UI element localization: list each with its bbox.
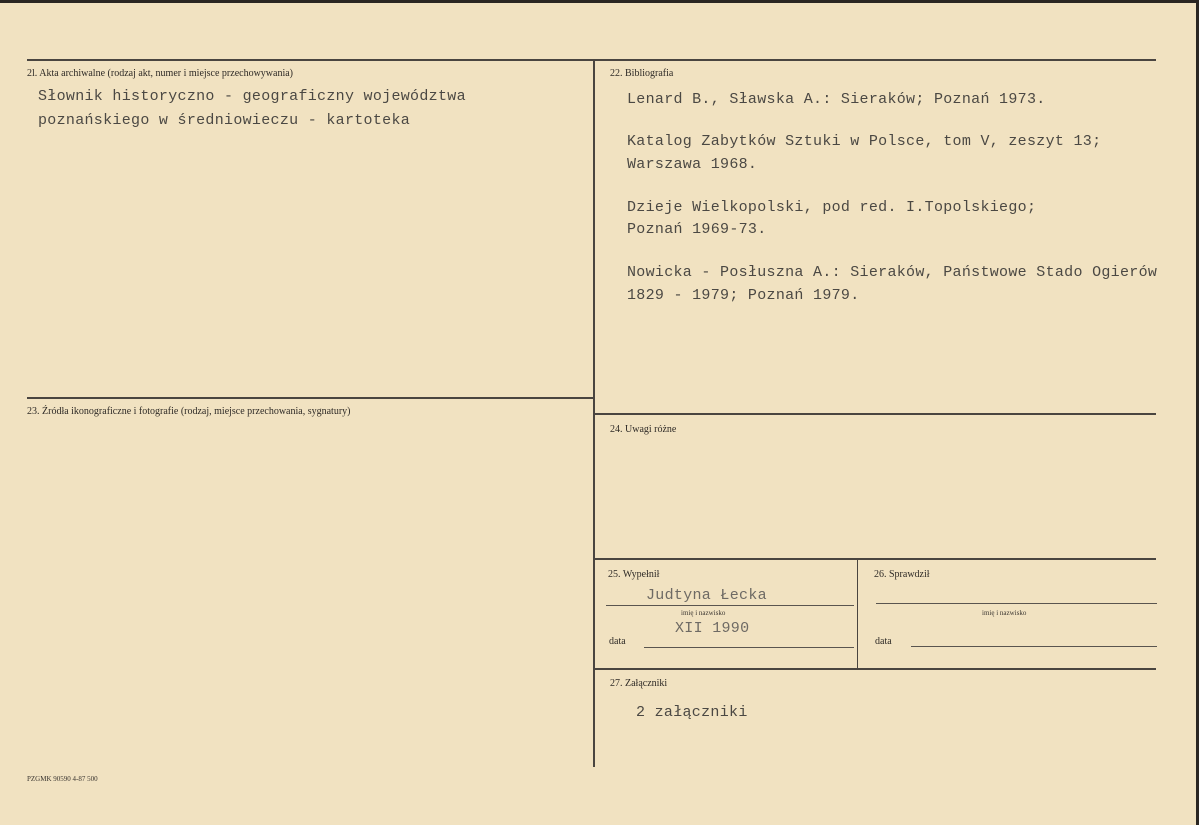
bibliography-line-2: Katalog Zabytków Sztuki w Polsce, tom V, zeszyt 13; [627, 133, 1102, 150]
bibliography-line-6: Nowicka - Posłuszna A.: Sieraków, Państwowe Stado Ogierów [627, 264, 1158, 281]
signature-divider [857, 560, 858, 669]
archival-line-1: Słownik historyczno - geograficzny województwa [38, 88, 466, 105]
top-rule [27, 59, 1156, 61]
bibliography-line-1: Lenard B., Sławska A.: Sieraków; Poznań 1973. [627, 91, 1046, 108]
filled-by-name: Judtyna Łecka [646, 587, 767, 604]
filled-by-name-caption: imię i nazwisko [681, 609, 726, 617]
iconographic-label: 23. Źródła ikonograficzne i fotografie (rodzaj, miejsce przechowania, sygnatury) [27, 406, 351, 417]
attachments-label: 27. Załączniki [610, 678, 668, 689]
bibliography-line-7: 1829 - 1979; Poznań 1979. [627, 287, 860, 304]
archival-line-2: poznańskiego w średniowieczu - kartoteka [38, 112, 411, 129]
signature-top-rule [595, 558, 1156, 560]
filled-by-date: XII 1990 [675, 620, 750, 637]
print-code: PZGMK 90590 4-87 500 [27, 775, 98, 783]
signature-bottom-rule [595, 668, 1156, 670]
card-top-edge [0, 0, 1199, 3]
checked-by-name-caption: imię i nazwisko [982, 609, 1027, 617]
filled-by-date-line [644, 647, 854, 648]
filled-by-label: 25. Wypełnił [608, 569, 660, 580]
bibliography-line-3: Warszawa 1968. [627, 156, 758, 173]
right-mid-rule [595, 413, 1156, 415]
center-vertical-rule-lower [593, 399, 595, 767]
remarks-label: 24. Uwagi różne [610, 424, 677, 435]
bibliography-line-4: Dzieje Wielkopolski, pod red. I.Topolskiego; [627, 199, 1037, 216]
filled-by-date-label: data [609, 636, 626, 647]
checked-by-date-label: data [875, 636, 892, 647]
checked-by-name-line [876, 603, 1157, 604]
bibliography-line-5: Poznań 1969-73. [627, 221, 767, 238]
checked-by-label: 26. Sprawdził [874, 569, 930, 580]
left-mid-rule [27, 397, 594, 399]
attachments-value: 2 załączniki [636, 704, 748, 721]
filled-by-name-line [606, 605, 854, 606]
center-vertical-rule-upper [593, 61, 595, 399]
archival-label: 2l. Akta archiwalne (rodzaj akt, numer i miejsce przechowywania) [27, 68, 294, 79]
checked-by-date-line [911, 646, 1157, 647]
bibliography-label: 22. Bibliografia [610, 68, 674, 79]
